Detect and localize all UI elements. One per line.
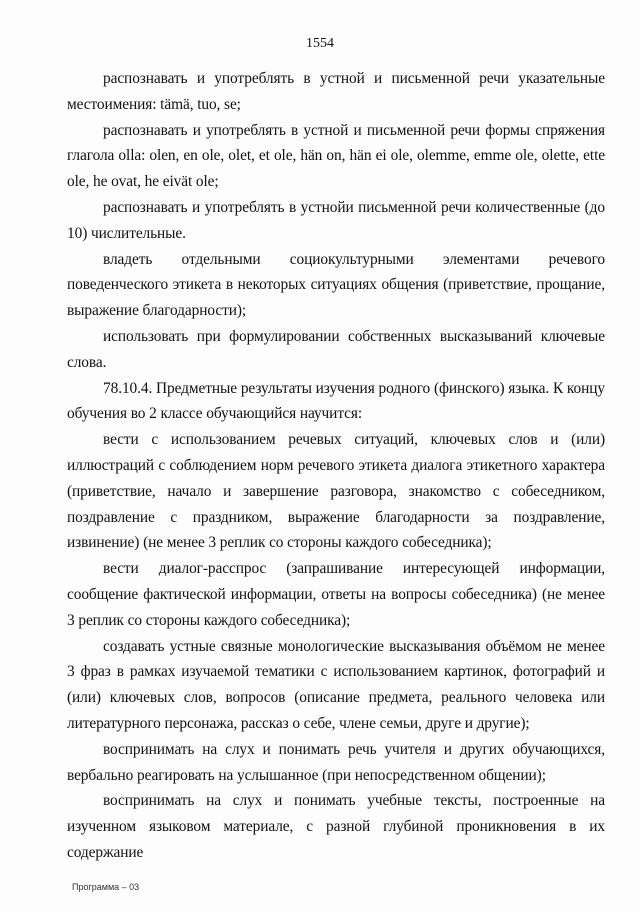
section-heading-paragraph: 78.10.4. Предметные результаты изучения родного (финского) языка. К концу обучения во 2 классе обучающийся научится: (67, 379, 605, 423)
paragraph: распознавать и употреблять в устной и письменной речи формы спряжения глагола olla: olen, en ole, olet, et ole, hän on, hän ei ole, olemme, emme ole, olette, ette ole, he ovat, he eivät ole; (67, 121, 605, 191)
paragraph: воспринимать на слух и понимать учебные тексты, построенные на изученном языковом материале, с разной глубиной проникновения в их содержание (67, 792, 605, 861)
document-body (67, 66, 605, 866)
paragraph: распознавать и употреблять в устной и письменной речи указательные местоимения: tämä, tuo, se; (67, 70, 605, 113)
paragraph: владеть отдельными социокультурными элементами речевого поведенческого этикета в некоторых ситуациях общения (приветствие, прощание, выражение благодарности); (67, 250, 605, 320)
paragraph: использовать при формулировании собственных высказываний ключевые слова. (67, 327, 605, 371)
paragraph: распознавать и употреблять в устнойи письменной речи количественные (до 10) числительные. (67, 198, 605, 242)
paragraph: вести с использованием речевых ситуаций, ключевых слов и (или) иллюстраций с соблюдением норм речевого этикета диалога этикетного характера (приветствие, начало и завершение разговора, знакомство с собеседником, поздравление с праздником, выражение благодарности за поздравление, извинение) (не менее 3 реплик со стороны каждого собеседника); (67, 431, 605, 552)
paragraph: создавать устные связные монологические высказывания объёмом не менее 3 фраз в рамках изучаемой тематики с использованием картинок, фотографий и (или) ключевых слов, вопросов (описание предмета, реального человека или литературного персонажа, рассказ о себе, члене семьи, друге и другие); (67, 637, 605, 732)
paragraph: воспринимать на слух и понимать речь учителя и других обучающихся, вербально реагировать на услышанное (при непосредственном общении); (67, 740, 605, 784)
page-number: 1554 (306, 36, 334, 51)
paragraph: вести диалог-расспрос (запрашивание интересующей информации, сообщение фактической информации, ответы на вопросы собеседника) (не менее 3 реплик со стороны каждого собеседника); (67, 560, 605, 629)
page-footer: Программа – 03 (72, 882, 140, 892)
